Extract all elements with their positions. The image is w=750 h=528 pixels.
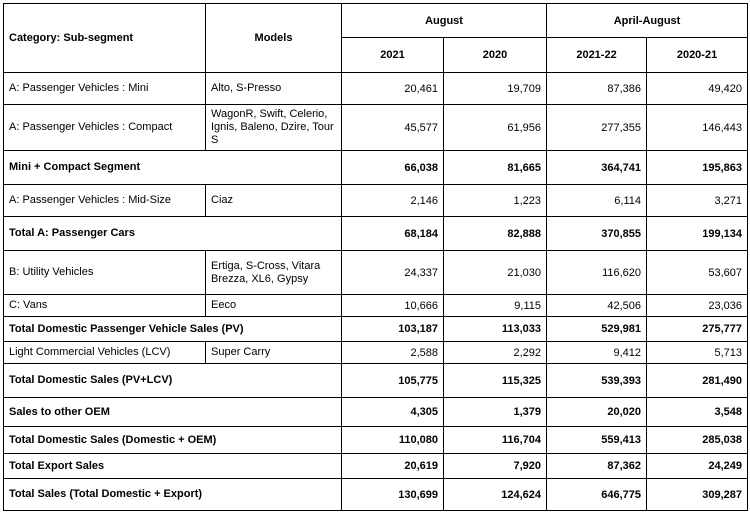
value-cell: 24,249 [647, 454, 748, 479]
value-cell: 130,699 [342, 479, 444, 511]
table-row [4, 217, 748, 251]
category-cell: A: Passenger Vehicles : Compact [4, 105, 206, 151]
value-cell: 24,337 [342, 251, 444, 295]
table-row [4, 427, 748, 454]
value-cell: 45,577 [342, 105, 444, 151]
value-cell: 370,855 [547, 217, 647, 251]
value-cell: 7,920 [444, 454, 547, 479]
models-cell: WagonR, Swift, Celerio, Ignis, Baleno, Dzire, Tour S [206, 105, 342, 151]
category-cell: Total Sales (Total Domestic + Export) [4, 479, 342, 511]
value-cell: 275,777 [647, 317, 748, 342]
value-cell: 10,666 [342, 295, 444, 317]
category-cell: Sales to other OEM [4, 398, 342, 427]
category-header: Category: Sub-segment [4, 4, 206, 73]
category-cell: Total Domestic Sales (Domestic + OEM) [4, 427, 342, 454]
value-cell: 116,704 [444, 427, 547, 454]
value-cell: 277,355 [547, 105, 647, 151]
models-cell: Super Carry [206, 342, 342, 364]
value-cell: 364,741 [547, 151, 647, 185]
table-row [4, 251, 748, 295]
value-cell: 199,134 [647, 217, 748, 251]
value-cell: 6,114 [547, 185, 647, 217]
table-row [4, 151, 748, 185]
table-row [4, 342, 748, 364]
value-cell: 42,506 [547, 295, 647, 317]
models-cell: Ciaz [206, 185, 342, 217]
value-cell: 87,362 [547, 454, 647, 479]
value-cell: 20,020 [547, 398, 647, 427]
value-cell: 21,030 [444, 251, 547, 295]
value-cell: 5,713 [647, 342, 748, 364]
value-cell: 3,271 [647, 185, 748, 217]
table-row [4, 398, 748, 427]
value-cell: 110,080 [342, 427, 444, 454]
value-cell: 23,036 [647, 295, 748, 317]
value-cell: 285,038 [647, 427, 748, 454]
value-cell: 3,548 [647, 398, 748, 427]
value-cell: 9,115 [444, 295, 547, 317]
value-cell: 87,386 [547, 73, 647, 105]
value-cell: 2,146 [342, 185, 444, 217]
category-cell: B: Utility Vehicles [4, 251, 206, 295]
category-cell: Mini + Compact Segment [4, 151, 342, 185]
value-cell: 116,620 [547, 251, 647, 295]
value-cell: 2,292 [444, 342, 547, 364]
category-cell: Total Domestic Sales (PV+LCV) [4, 364, 342, 398]
year-2021-header: 2021 [342, 38, 444, 73]
value-cell: 195,863 [647, 151, 748, 185]
models-cell: Alto, S-Presso [206, 73, 342, 105]
value-cell: 113,033 [444, 317, 547, 342]
value-cell: 2,588 [342, 342, 444, 364]
table-row [4, 73, 748, 105]
value-cell: 82,888 [444, 217, 547, 251]
value-cell: 146,443 [647, 105, 748, 151]
value-cell: 309,287 [647, 479, 748, 511]
value-cell: 61,956 [444, 105, 547, 151]
models-cell: Ertiga, S-Cross, Vitara Brezza, XL6, Gypsy [206, 251, 342, 295]
table-row [4, 295, 748, 317]
value-cell: 20,461 [342, 73, 444, 105]
models-cell: Eeco [206, 295, 342, 317]
table-row [4, 317, 748, 342]
value-cell: 20,619 [342, 454, 444, 479]
value-cell: 9,412 [547, 342, 647, 364]
category-cell: Total Domestic Passenger Vehicle Sales (PV) [4, 317, 342, 342]
year-2020-header: 2020 [444, 38, 547, 73]
category-cell: A: Passenger Vehicles : Mini [4, 73, 206, 105]
fy-2021-22-header: 2021-22 [547, 38, 647, 73]
april-august-header: April-August [547, 4, 748, 38]
value-cell: 105,775 [342, 364, 444, 398]
category-cell: Total Export Sales [4, 454, 342, 479]
category-cell: Light Commercial Vehicles (LCV) [4, 342, 206, 364]
value-cell: 49,420 [647, 73, 748, 105]
table-row [4, 185, 748, 217]
value-cell: 539,393 [547, 364, 647, 398]
table-row [4, 105, 748, 151]
category-cell: C: Vans [4, 295, 206, 317]
value-cell: 1,223 [444, 185, 547, 217]
august-header: August [342, 4, 547, 38]
value-cell: 103,187 [342, 317, 444, 342]
value-cell: 4,305 [342, 398, 444, 427]
value-cell: 115,325 [444, 364, 547, 398]
category-cell: A: Passenger Vehicles : Mid-Size [4, 185, 206, 217]
table-row [4, 454, 748, 479]
value-cell: 529,981 [547, 317, 647, 342]
category-cell: Total A: Passenger Cars [4, 217, 342, 251]
fy-2020-21-header: 2020-21 [647, 38, 748, 73]
value-cell: 1,379 [444, 398, 547, 427]
models-header: Models [206, 4, 342, 73]
value-cell: 66,038 [342, 151, 444, 185]
sales-table [3, 3, 748, 511]
value-cell: 559,413 [547, 427, 647, 454]
table-row [4, 479, 748, 511]
value-cell: 281,490 [647, 364, 748, 398]
table-row [4, 364, 748, 398]
value-cell: 81,665 [444, 151, 547, 185]
value-cell: 124,624 [444, 479, 547, 511]
value-cell: 53,607 [647, 251, 748, 295]
value-cell: 646,775 [547, 479, 647, 511]
value-cell: 68,184 [342, 217, 444, 251]
value-cell: 19,709 [444, 73, 547, 105]
